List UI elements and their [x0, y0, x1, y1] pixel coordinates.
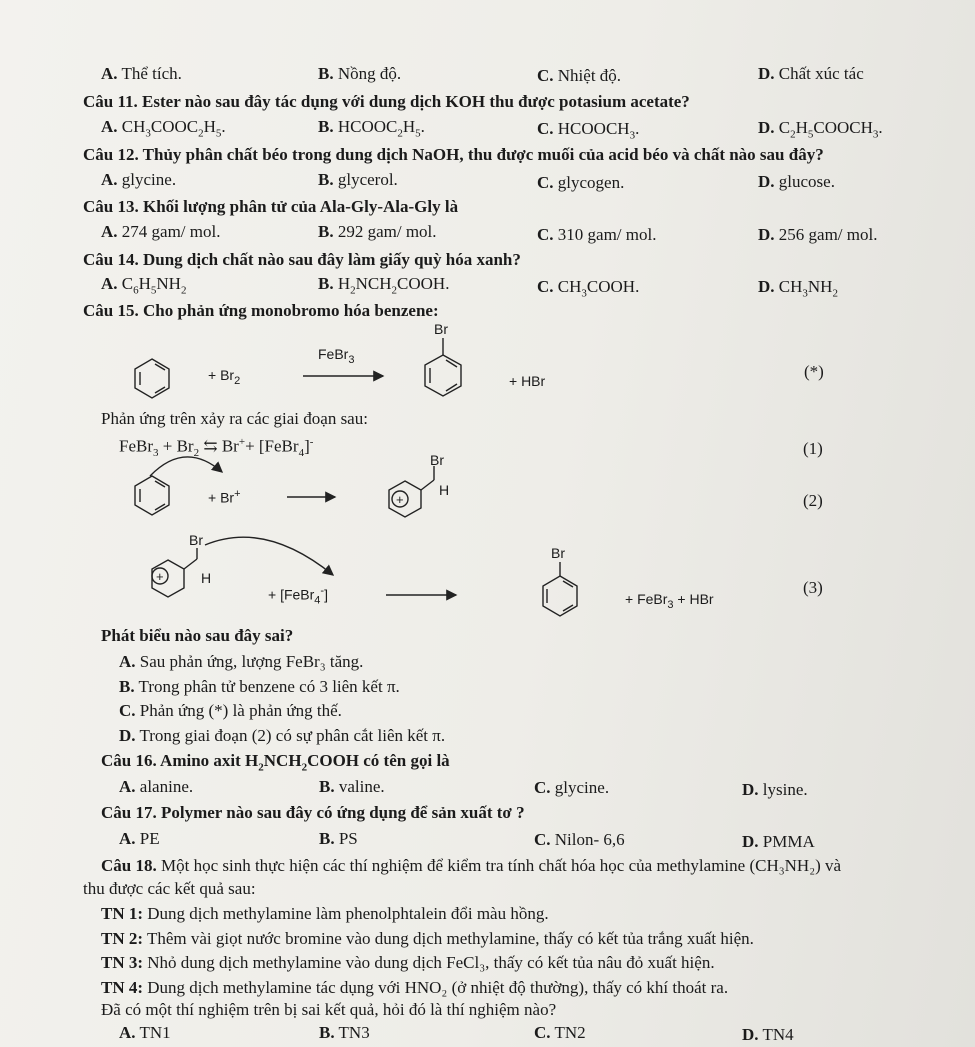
q15-prompt: Phát biểu nào sau đây sai?	[101, 626, 294, 645]
q18-tn1: TN 1: Dung dịch methylamine làm phenolphtalein đổi màu hồng.	[101, 904, 549, 923]
plus-charge-step2: +	[396, 492, 404, 507]
step2-br: Br	[430, 452, 444, 468]
q18-tn2: TN 2: Thêm vài giọt nước bromine vào dung dịch methylamine, thấy có kết tủa trắng xuất hiện.	[101, 929, 754, 948]
br2-reagent: + $Br_2$	[208, 367, 241, 387]
q13-stem: Câu 13. Khối lượng phân tử của Ala-Gly-Ala-Gly là	[83, 197, 459, 216]
step3-number: (3)	[803, 578, 823, 597]
q14-option-a: A. $C_6H_5NH_2$	[101, 274, 187, 297]
step2-reagent: + Br+	[208, 488, 241, 506]
q11-option-d: D. $C_2H_5COOCH_3$.	[758, 118, 883, 141]
q17-option-d: D. PMMA	[742, 832, 815, 851]
step1-equation: FeBr$_3$ + $Br_2$ ⇆ Br++ [FeBr$_4$]-	[119, 436, 314, 460]
q14-option-d: D. $CH_3NH_2$	[758, 277, 838, 300]
step2-number: (2)	[803, 491, 823, 510]
benzene-ring-step2	[135, 476, 169, 515]
step3-h: H	[201, 570, 212, 586]
q18-option-d: D. TN4	[742, 1025, 794, 1044]
q15-stem: Câu 15. Cho phản ứng monobromo hóa benzene:	[83, 301, 439, 320]
q11-stem: Câu 11. Ester nào sau đây tác dụng với dung dịch KOH thu được potasium acetate?	[83, 92, 690, 111]
q10-option-d: D. Chất xúc tác	[758, 64, 864, 83]
q16-option-b: B. valine.	[319, 777, 385, 796]
q10-option-a: A. Thể tích.	[101, 64, 182, 83]
q11-option-b: B. $HCOOC_2H_5$.	[318, 117, 425, 140]
q16-stem: Câu 16. Amino axit $H_2NCH_2COOH$ có tên gọi là	[101, 751, 450, 774]
q17-stem: Câu 17. Polymer nào sau đây có ứng dụng để sản xuất tơ ?	[101, 803, 525, 822]
q15-option-a: A. Sau phản ứng, lượng FeBr₃ tăng.	[119, 652, 364, 671]
q12-option-c: C. glycogen.	[537, 173, 625, 192]
q15-intro: Phản ứng trên xảy ra các giai đoạn sau:	[101, 409, 368, 428]
q10-option-b: B. Nồng độ.	[318, 64, 402, 83]
q12-stem: Câu 12. Thủy phân chất béo trong dung dịch NaOH, thu được muối của acid béo và chất nào sau đây?	[83, 145, 824, 164]
q17-option-c: C. Nilon- 6,6	[534, 830, 625, 849]
step2-h: H	[439, 482, 450, 498]
q13-option-b: B. 292 gam/ mol.	[318, 222, 437, 241]
q16-option-c: C. glycine.	[534, 778, 610, 797]
q12-option-a: A. glycine.	[101, 170, 177, 189]
q18-stem: Câu 18. Một học sinh thực hiện các thí nghiệm để kiểm tra tính chất hóa học của methylamine (CH₃NH₂) và	[101, 856, 842, 875]
q18-option-a: A. TN1	[119, 1023, 171, 1042]
q18-question: Đã có một thí nghiệm trên bị sai kết quả, hỏi đó là thí nghiệm nào?	[101, 1000, 557, 1019]
plus-charge-step3: +	[156, 569, 164, 584]
q14-stem: Câu 14. Dung dịch chất nào sau đây làm giấy quỳ hóa xanh?	[83, 250, 521, 269]
q15-option-d: D. Trong giai đoạn (2) có sự phân cắt liên kết π.	[119, 726, 446, 745]
q16-option-d: D. lysine.	[742, 780, 808, 799]
q18-tn3: TN 3: Nhỏ dung dịch methylamine vào dung dịch FeCl₃, thấy có kết tủa nâu đỏ xuất hiện.	[101, 953, 715, 972]
q13-option-c: C. 310 gam/ mol.	[537, 225, 657, 244]
q11-option-a: A. $CH_3COOC_2H_5$.	[101, 117, 226, 140]
q14-option-c: C. $CH_3COOH$.	[537, 277, 640, 300]
step3-product-br: Br	[551, 545, 565, 561]
q18-stem-cont: thu được các kết quả sau:	[83, 879, 256, 898]
hbr-product: + HBr	[509, 373, 546, 389]
q15-option-c: C. Phản ứng (*) là phản ứng thế.	[119, 701, 342, 720]
q18-option-c: C. TN2	[534, 1023, 586, 1042]
q18-tn4: TN 4: Dung dịch methylamine tác dụng với HNO₂ (ở nhiệt độ thường), thấy có khí thoát ra.	[101, 978, 729, 997]
q10-option-c: C. Nhiệt độ.	[537, 66, 622, 85]
bromobenzene-step3	[543, 562, 577, 616]
step3-br: Br	[189, 532, 203, 548]
reaction-star-label: (*)	[804, 362, 824, 381]
q14-option-b: B. $H_2NCH_2COOH$.	[318, 274, 450, 297]
benzene-ring-reactant	[135, 359, 169, 398]
curved-arrow-step3	[205, 537, 333, 575]
q11-option-c: C. $HCOOCH_3$.	[537, 119, 640, 142]
q12-option-b: B. glycerol.	[318, 170, 398, 189]
step3-products: + FeBr$_3$ + HBr	[625, 591, 714, 611]
q12-option-d: D. glucose.	[758, 172, 835, 191]
step1-number: (1)	[803, 439, 823, 458]
bromobenzene-product	[425, 338, 461, 396]
q17-option-b: B. PS	[319, 829, 358, 848]
q15-option-b: B. Trong phân tử benzene có 3 liên kết π.	[119, 677, 400, 696]
q13-option-d: D. 256 gam/ mol.	[758, 225, 878, 244]
q16-option-a: A. alanine.	[119, 777, 194, 796]
br-substituent: Br	[434, 321, 448, 337]
febr3-catalyst: FeBr$_3$	[318, 346, 355, 366]
q13-option-a: A. 274 gam/ mol.	[101, 222, 221, 241]
step3-reagent: + [FeBr$_4$-]	[268, 585, 328, 607]
q17-option-a: A. PE	[119, 829, 160, 848]
q18-option-b: B. TN3	[319, 1023, 370, 1042]
